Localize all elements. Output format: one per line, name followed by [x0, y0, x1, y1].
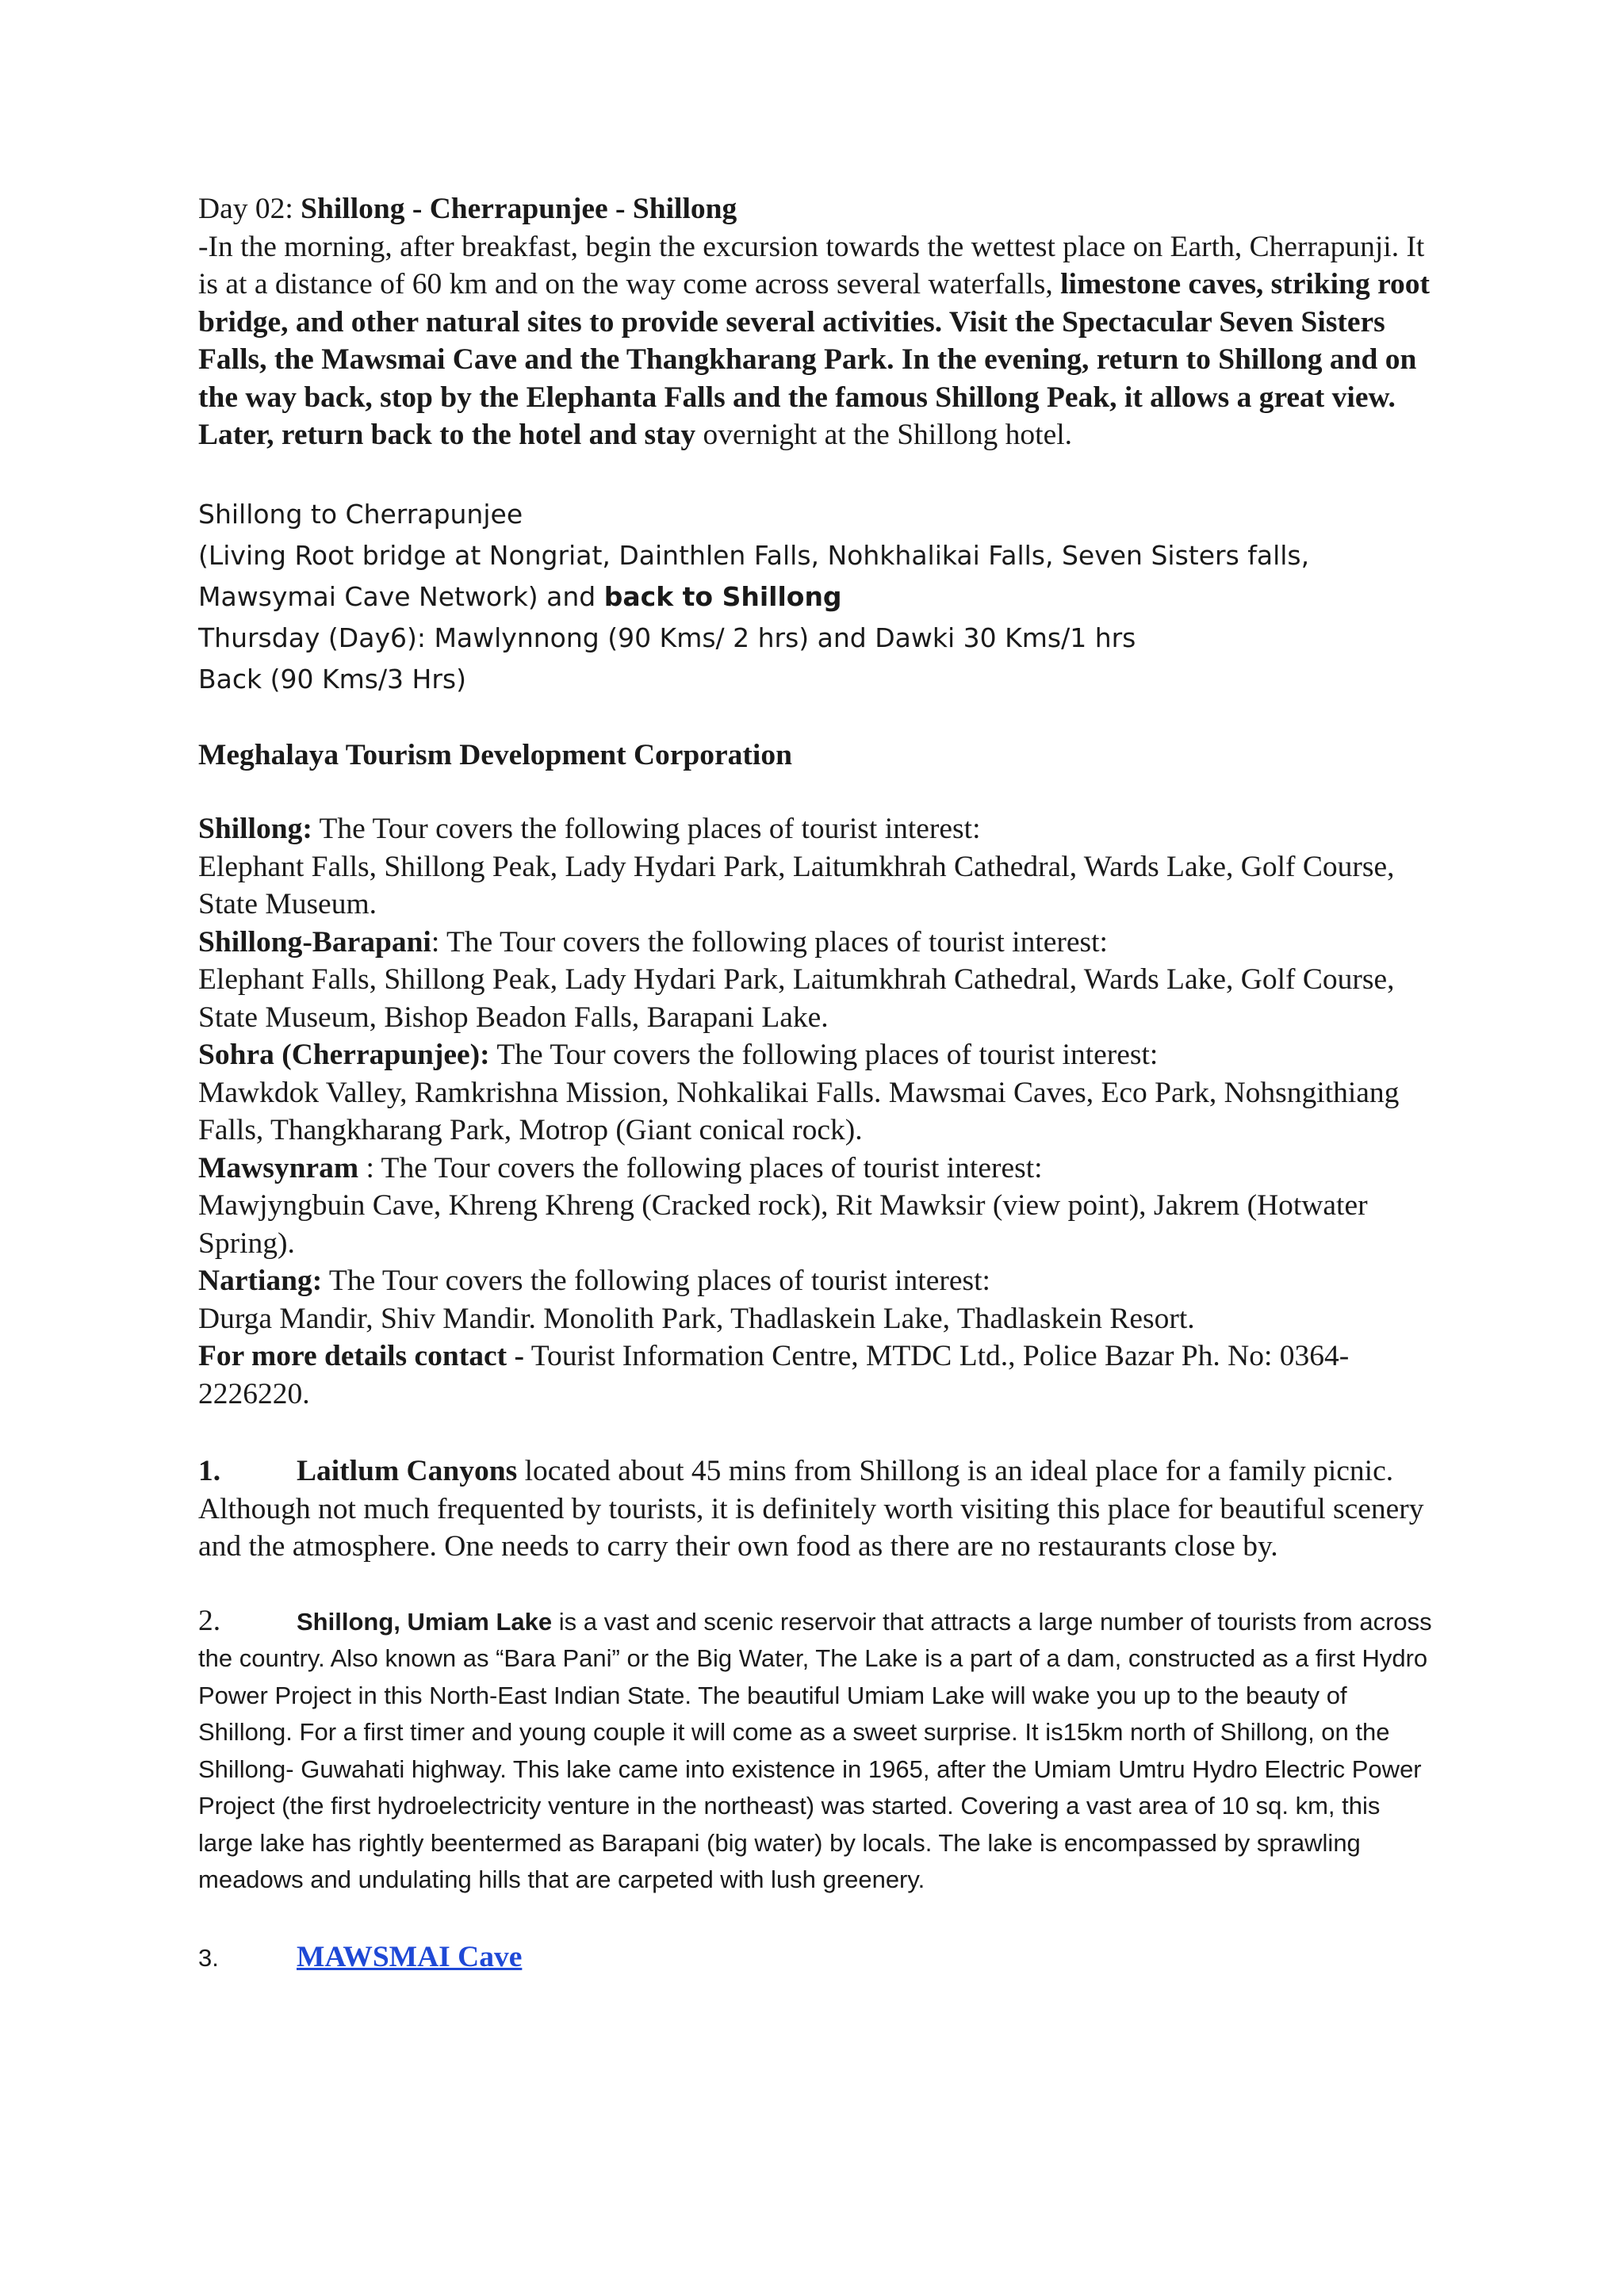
mtdc-heading: Meghalaya Tourism Development Corporation	[198, 738, 792, 771]
mtdc-tours	[198, 810, 1435, 1413]
item-mawsmai: 3. MAWSMAI Cave	[198, 1940, 523, 1973]
mawsmai-cave-link[interactable]: MAWSMAI Cave	[297, 1940, 523, 1973]
document-page	[198, 190, 1435, 1976]
tour-nartiang: Nartiang: The Tour covers the following places of tourist interest: Durga Mandir, Shiv Mandir. Monolith Park, Thadlaskein Lake, Thadlaskein Resort.	[198, 1265, 1195, 1335]
route-line-4: Back (90 Kms/3 Hrs)	[198, 663, 466, 695]
tour-mawsynram: Mawsynram : The Tour covers the following places of tourist interest: Mawjyngbuin Cave, Khreng Khreng (Cracked rock), Rit Mawksir (view point), Jakrem (Hotwater Spring).	[198, 1151, 1368, 1260]
tour-shillong-barapani: Shillong-Barapani: The Tour covers the following places of tourist interest: Elephant Falls, Shillong Peak, Lady Hydari Park, Laitumkhrah Cathedral, Wards Lake, Golf Course, State Museum, Bishop Beadon Falls, Barapani Lake.	[198, 925, 1395, 1034]
item-umiam: 2. Shillong, Umiam Lake is a vast and scenic reservoir that attracts a large number of tourists from across the country. Also known as “Bara Pani” or the Big Water, The Lake is a part of a dam, constructed as a first Hydro Power Project in this North-East Indian State. The beautiful Umiam Lake will wake you up to the beauty of Shillong. For a first timer and young couple it will come as a sweet surprise. It is15km north of Shillong, on the Shillong- Guwahati highway. This lake came into existence in 1965, after the Umiam Umtru Hydro Electric Power Project (the first hydroelectricity venture in the northeast) was started. Covering a vast area of 10 sq. km, this large lake has rightly beentermed as Barapani (big water) by locals. The lake is encompassed by sprawling meadows and undulating hills that are carpeted with lush greenery.	[198, 1604, 1432, 1893]
route-line-3: Thursday (Day6): Mawlynnong (90 Kms/ 2 hrs) and Dawki 30 Kms/1 hrs	[198, 622, 1136, 653]
route-line-1: Shillong to Cherrapunjee	[198, 498, 523, 530]
day02-title: Shillong - Cherrapunjee - Shillong	[301, 193, 737, 225]
item-laitlum: 1. Laitlum Canyons located about 45 mins from Shillong is an ideal place for a family picnic. Although not much frequented by tourists, it is definitely worth visiting this place for beautiful scenery and the atmosphere. One needs to carry their own food as there are no restaurants close by.	[198, 1455, 1424, 1563]
route-line-2: (Living Root bridge at Nongriat, Dainthlen Falls, Nohkhalikai Falls, Seven Sisters falls, Mawsymai Cave Network) and back to Shillong	[198, 539, 1310, 612]
day02-prefix: Day 02:	[198, 193, 301, 225]
day02-text: -In the morning, after breakfast, begin the excursion towards the wettest place on Earth, Cherrapunji. It is at a distance of 60 km and on the way come across several waterfalls,	[198, 230, 1425, 300]
tour-shillong: Shillong: The Tour covers the following places of tourist interest: Elephant Falls, Shillong Peak, Lady Hydari Park, Laitumkhrah Cathedral, Wards Lake, Golf Course, State Museum.	[198, 813, 1395, 920]
day02-text-end: overnight at the Shillong hotel.	[695, 419, 1073, 451]
tour-sohra: Sohra (Cherrapunjee): The Tour covers the following places of tourist interest: Mawkdok Valley, Ramkrishna Mission, Nohkalikai Falls. Mawsmai Caves, Eco Park, Nohsngithiang Falls, Thangkharang Park, Motrop (Giant conical rock).	[198, 1039, 1400, 1146]
route-block	[198, 494, 1435, 700]
day02-paragraph	[198, 190, 1435, 454]
route-back-bold: back to Shillong	[603, 580, 842, 612]
laitlum-name: Laitlum Canyons	[297, 1455, 518, 1487]
day02-bold-text: limestone caves, striking root bridge, and other natural sites to provide several activities. Visit the Spectacular Seven Sisters Falls, the Mawsmai Cave and the Thangkharang Park. In the evening, return to Shillong and on the way back, stop by the Elephanta Falls and the famous Shillong Peak, it allows a great view. Later, return back to the hotel and stay	[198, 268, 1431, 451]
umiam-name: Shillong, Umiam Lake	[297, 1607, 553, 1636]
mtdc-contact: For more details contact - Tourist Information Centre, MTDC Ltd., Police Bazar Ph. No: 0364-2226220.	[198, 1340, 1350, 1410]
